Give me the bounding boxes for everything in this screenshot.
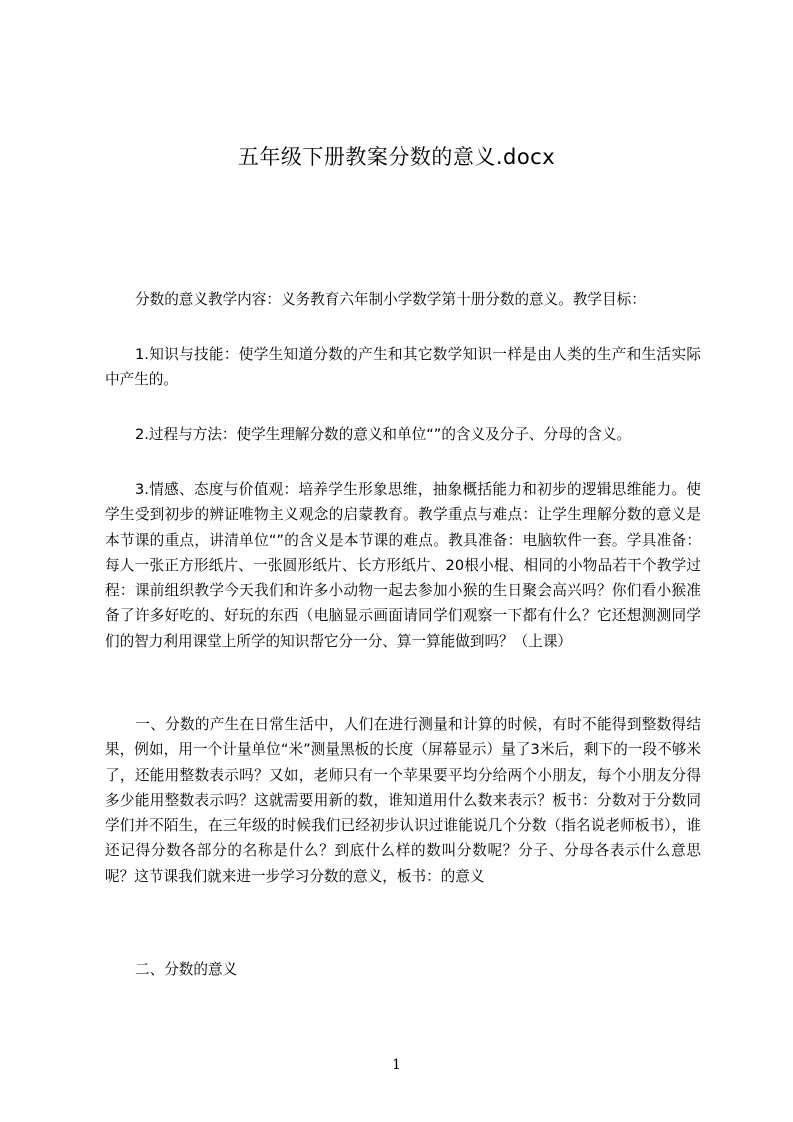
document-title: 五年级下册教案分数的意义.docx [237, 145, 556, 169]
paragraph-text: 3.情感、态度与价值观：培养学生形象思维，抽象概括能力和初步的逻辑思维能力。使学生受到初步的辨证唯物主义观念的启蒙教育。教学重点与难点：让学生理解分数的意义是本节课的重点，讲清单位“”的含义是本节课的难点。教具准备：电脑软件一套。学具准备：每人一张正方形纸片、一张圆形纸片、长方形纸片、20根小棍、相同的小物品若干个教学过程：课前组织教学今天我们和许多小动物一起去参加小猴的生日聚会高兴吗？你们看小猴准备了许多好吃的、好玩的东西（电脑显示画面请同学们观察一下都有什么？它还想测测同学们的智力利用课堂上所学的知识帮它分一分、算一算能做到吗？（上课） [105, 481, 701, 650]
paragraph-text: 1.知识与技能：使学生知道分数的产生和其它数学知识一样是由人类的生产和生活实际中产生的。 [105, 346, 701, 389]
paragraph-text: 分数的意义教学内容：义务教育六年制小学数学第十册分数的意义。教学目标： [135, 291, 646, 308]
paragraph-knowledge-skills [105, 342, 701, 393]
paragraph-intro [105, 287, 701, 312]
section-heading-meaning [105, 957, 701, 982]
paragraph-emotion-values [105, 477, 701, 654]
paragraph-text: 二、分数的意义 [135, 961, 238, 978]
paragraph-process-method [105, 422, 701, 447]
paragraph-text: 2.过程与方法：使学生理解分数的意义和单位“”的含义及分子、分母的含义。 [135, 426, 632, 443]
page-number: 1 [392, 1057, 401, 1073]
paragraph-text: 一、分数的产生在日常生活中，人们在进行测量和计算的时候，有时不能得到整数得结果，例如，用一个计量单位“米”测量黑板的长度（屏幕显示）量了3米后，剩下的一段不够米了，还能用整数表示吗？又如，老师只有一个苹果要平均分给两个小朋友，每个小朋友分得多少能用整数表示吗？这就需要用新的数，谁知道用什么数来表示？板书：分数对于分数同学们并不陌生，在三年级的时候我们已经初步认识过谁能说几个分数（指名说老师板书），谁还记得分数各部分的名称是什么？到底什么样的数叫分数呢？分子、分母各表示什么意思呢？这节课我们就来进一步学习分数的意义，板书：的意义 [105, 716, 701, 885]
paragraph-origin-of-fractions [105, 712, 701, 889]
